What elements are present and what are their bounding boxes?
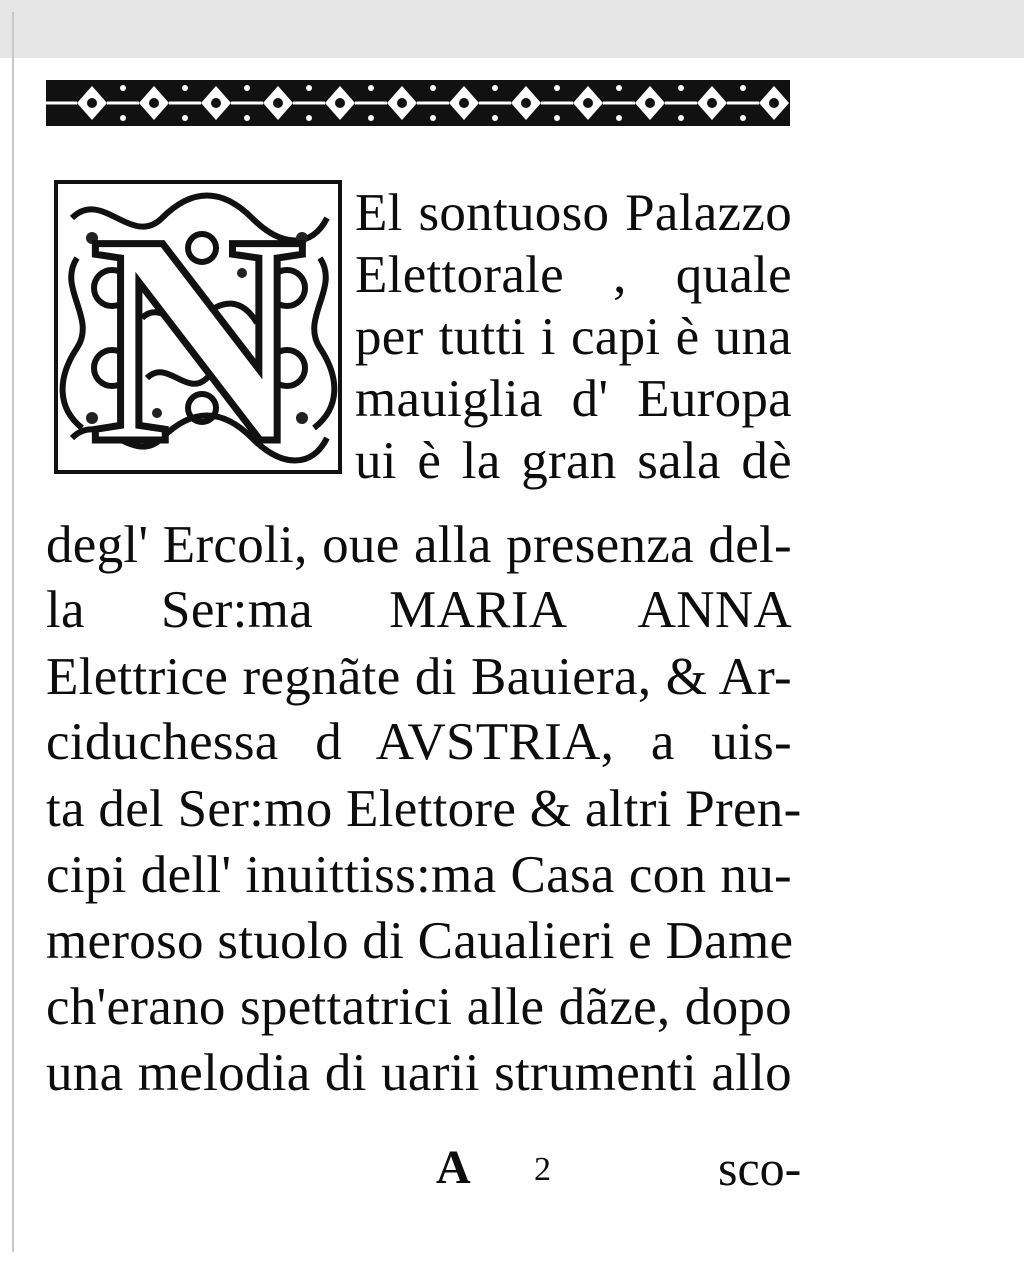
initial-letter: N xyxy=(89,178,307,476)
text-line-2: Elettorale , quale xyxy=(355,246,792,304)
scan-top-border xyxy=(0,0,1024,58)
text-line-12: meroso stuolo di Caualieri e Dame xyxy=(46,912,794,970)
text-line-9: ciduchessa d AVSTRIA, a uis- xyxy=(46,713,792,771)
text-line-5: ui è la gran sala dè xyxy=(355,432,792,490)
scan-edge-shadow xyxy=(12,12,14,1252)
text-line-13: ch'erano spettatrici alle dãze, dopo xyxy=(46,978,792,1036)
text-line-10: ta del Ser:mo Elettore & altri Pren- xyxy=(46,780,802,838)
text-line-1: El sontuoso Palazzo xyxy=(355,184,792,242)
text-line-6: degl' Ercoli, oue alla presenza del- xyxy=(46,516,792,574)
leaf-number: 2 xyxy=(534,1151,551,1188)
signature-mark: A xyxy=(436,1141,471,1194)
catchword: sco- xyxy=(718,1140,802,1196)
ornamental-headpiece xyxy=(46,74,790,132)
text-line-14: una melodia di uarii strumenti allo xyxy=(46,1044,792,1102)
decorated-initial-n xyxy=(52,178,344,476)
text-line-7: la Ser:ma MARIA ANNA xyxy=(46,581,792,639)
text-line-4: mauiglia d' Europa xyxy=(355,370,792,428)
text-line-11: cipi dell' inuittiss:ma Casa con nu- xyxy=(46,846,792,904)
text-line-8: Elettrice regnãte di Bauiera, & Ar- xyxy=(46,648,792,706)
page-footer xyxy=(46,1138,802,1198)
text-line-3: per tutti i capi è una xyxy=(355,308,792,366)
